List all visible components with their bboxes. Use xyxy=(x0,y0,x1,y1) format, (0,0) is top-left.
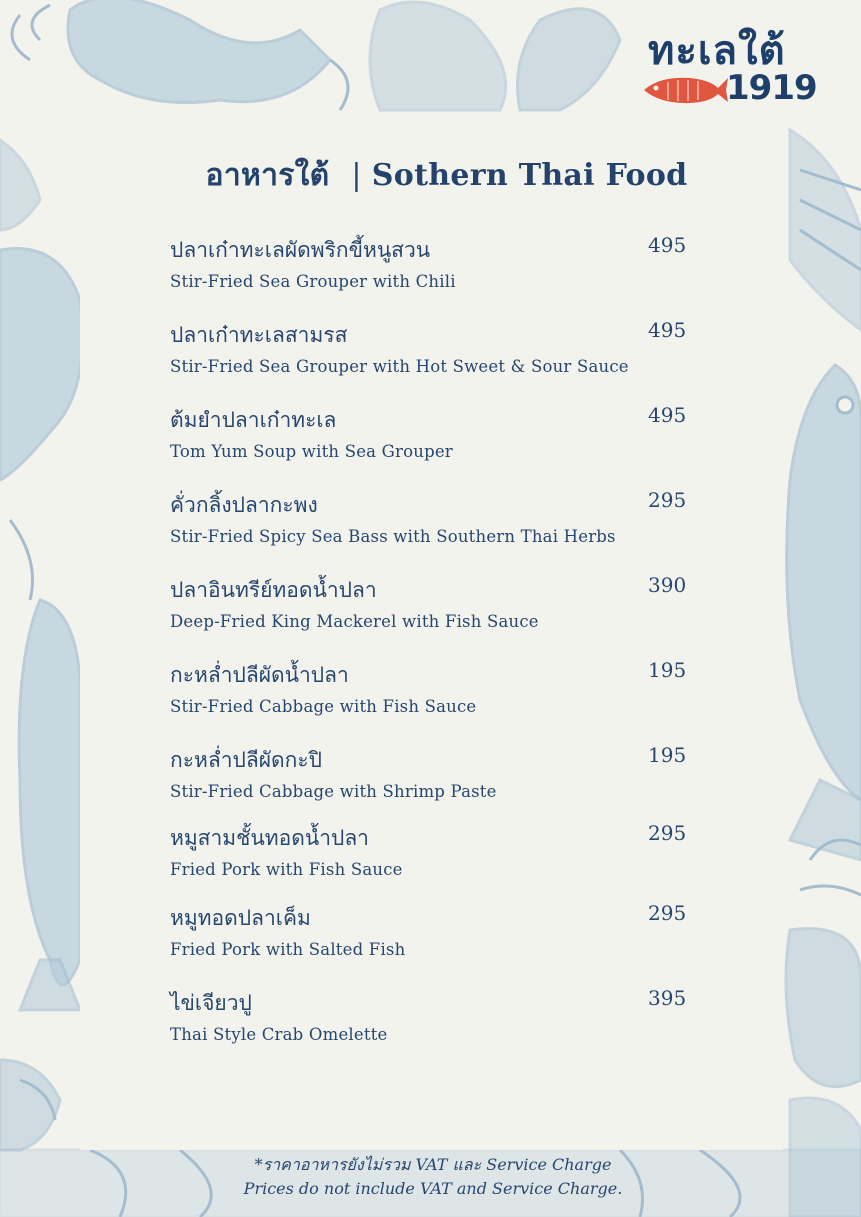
brand-name-thai: ทะเลใต้ xyxy=(648,28,786,74)
item-price: 495 xyxy=(648,233,687,257)
fish-logo-icon xyxy=(640,70,730,110)
menu-item xyxy=(170,658,690,719)
item-price: 295 xyxy=(648,821,687,845)
item-name-thai: ต้มยำปลาเก๋าทะเล xyxy=(170,408,337,432)
page-title xyxy=(0,152,861,199)
item-price: 495 xyxy=(648,403,687,427)
menu-item xyxy=(170,986,690,1047)
item-name-english: Fried Pork with Salted Fish xyxy=(170,940,406,959)
item-name-english: Stir-Fried Sea Grouper with Hot Sweet & Sour Sauce xyxy=(170,357,629,376)
item-price: 195 xyxy=(648,658,687,682)
menu-item xyxy=(170,403,690,464)
price-disclaimer xyxy=(0,1153,861,1201)
item-name-thai: กะหล่ำปลีผัดกะปิ xyxy=(170,748,322,772)
item-name-english: Stir-Fried Cabbage with Fish Sauce xyxy=(170,697,477,716)
menu-item xyxy=(170,573,690,634)
item-name-english: Thai Style Crab Omelette xyxy=(170,1025,388,1044)
item-name-thai: ปลาเก๋าทะเลผัดพริกขี้หนูสวน xyxy=(170,238,431,262)
menu-item xyxy=(170,743,690,804)
item-price: 195 xyxy=(648,743,687,767)
item-name-thai: ปลาอินทรีย์ทอดน้ำปลา xyxy=(170,578,377,602)
menu-item xyxy=(170,318,690,379)
item-name-thai: กะหล่ำปลีผัดน้ำปลา xyxy=(170,663,349,687)
item-name-english: Stir-Fried Spicy Sea Bass with Southern Thai Herbs xyxy=(170,527,616,546)
item-price: 390 xyxy=(648,573,687,597)
menu-item xyxy=(170,233,690,294)
item-name-english: Stir-Fried Cabbage with Shrimp Paste xyxy=(170,782,497,801)
brand-logo xyxy=(640,18,825,113)
item-name-english: Deep-Fried King Mackerel with Fish Sauce xyxy=(170,612,539,631)
item-name-thai: หมูสามชั้นทอดน้ำปลา xyxy=(170,826,369,850)
title-thai: อาหารใต้ xyxy=(205,158,330,193)
menu-item xyxy=(170,901,690,962)
title-english: Sothern Thai Food xyxy=(371,158,688,193)
item-name-thai: คั่วกลิ้งปลากะพง xyxy=(170,493,318,517)
disclaimer-english: Prices do not include VAT and Service Charge. xyxy=(243,1179,623,1198)
item-name-thai: ไข่เจียวปู xyxy=(170,991,252,1015)
item-price: 395 xyxy=(648,986,687,1010)
item-name-thai: หมูทอดปลาเค็ม xyxy=(170,906,311,930)
item-price: 295 xyxy=(648,901,687,925)
menu-item xyxy=(170,488,690,549)
item-price: 295 xyxy=(648,488,687,512)
item-price: 495 xyxy=(648,318,687,342)
title-separator: | xyxy=(351,158,362,193)
item-name-english: Stir-Fried Sea Grouper with Chili xyxy=(170,272,456,291)
disclaimer-thai: *ราคาอาหารยังไม่รวม VAT และ Service Charge xyxy=(254,1155,612,1174)
menu-item xyxy=(170,821,690,882)
item-name-english: Tom Yum Soup with Sea Grouper xyxy=(170,442,453,461)
item-name-thai: ปลาเก๋าทะเลสามรส xyxy=(170,323,348,347)
item-name-english: Fried Pork with Fish Sauce xyxy=(170,860,403,879)
brand-number: 1919 xyxy=(726,68,817,108)
